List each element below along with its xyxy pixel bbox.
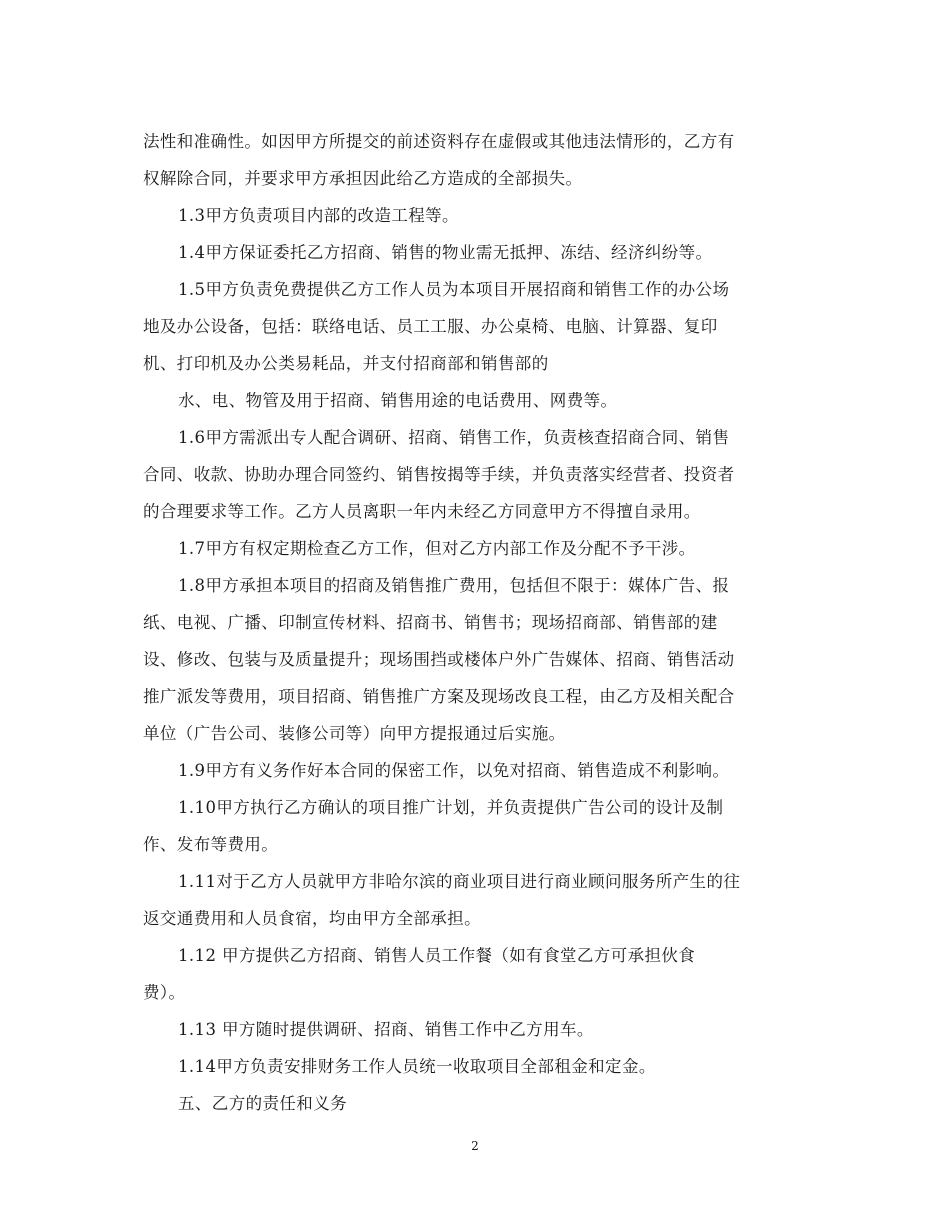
text-line: 地及办公设备，包括：联络电话、员工工服、办公桌椅、电脑、计算器、复印 [143,317,718,336]
text-line: 纸、电视、广播、印制宣传材料、招商书、销售书；现场招商部、销售部的建 [143,613,718,632]
text-line: 的合理要求等工作。乙方人员离职一年内未经乙方同意甲方不得擅自录用。 [143,502,701,521]
text-line: 1.9甲方有义务作好本合同的保密工作，以免对招商、销售造成不利影响。 [178,761,730,780]
text-line: 1.11对于乙方人员就甲方非哈尔滨的商业项目进行商业顾问服务所产生的往 [178,872,741,891]
text-line: 返交通费用和人员食宿，均由甲方全部承担。 [143,909,481,928]
text-line: 1.3甲方负责项目内部的改造工程等。 [178,206,459,225]
text-line: 1.5甲方负责免费提供乙方工作人员为本项目开展招商和销售工作的办公场 [178,280,730,299]
text-line: 1.4甲方保证委托乙方招商、销售的物业需无抵押、冻结、经济纠纷等。 [178,243,713,262]
text-line: 1.8甲方承担本项目的招商及销售推广费用，包括但不限于：媒体广告、报 [178,576,730,595]
text-line: 1.14甲方负责安排财务工作人员统一收取项目全部租金和定金。 [178,1057,656,1076]
text-line: 权解除合同，并要求甲方承担因此给乙方造成的全部损失。 [143,169,583,188]
text-line: 1.13 甲方随时提供调研、招商、销售工作中乙方用车。 [178,1020,594,1039]
text-line: 1.12 甲方提供乙方招商、销售人员工作餐（如有食堂乙方可承担伙食 [178,946,696,965]
text-line: 法性和准确性。如因甲方所提交的前述资料存在虚假或其他违法情形的，乙方有 [143,132,735,151]
text-line: 作、发布等费用。 [143,835,279,854]
text-line: 1.6甲方需派出专人配合调研、招商、销售工作，负责核查招商合同、销售 [178,428,730,447]
page-number: 2 [471,1139,479,1153]
text-line: 费）。 [143,983,186,1002]
text-line: 推广派发等费用，项目招商、销售推广方案及现场改良工程，由乙方及相关配合 [143,687,735,706]
text-line: 1.10甲方执行乙方确认的项目推广计划，并负责提供广告公司的设计及制 [178,798,724,817]
text-line: 设、修改、包装与及质量提升；现场围挡或楼体户外广告媒体、招商、销售活动 [143,650,735,669]
section-heading: 五、乙方的责任和义务 [178,1094,347,1113]
text-line: 单位（广告公司、装修公司等）向甲方提报通过后实施。 [143,724,566,743]
text-line: 合同、收款、协助办理合同签约、销售按揭等手续，并负责落实经营者、投资者 [143,465,735,484]
text-line: 水、电、物管及用于招商、销售用途的电话费用、网费等。 [178,391,618,410]
text-line: 机、打印机及办公类易耗品，并支付招商部和销售部的 [143,354,549,373]
text-line: 1.7甲方有权定期检查乙方工作，但对乙方内部工作及分配不予干涉。 [178,539,696,558]
